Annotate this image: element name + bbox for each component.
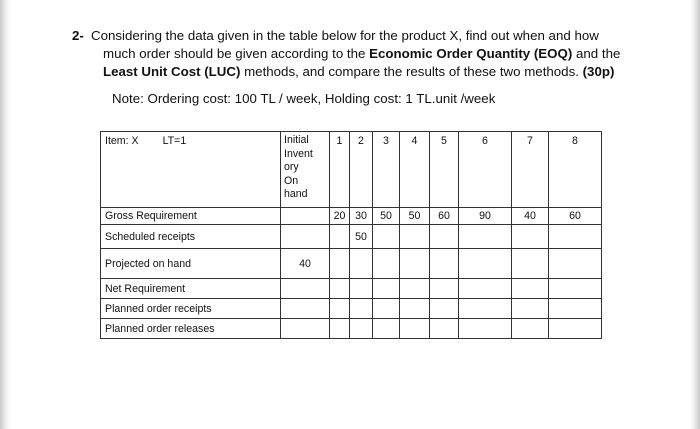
period-cell xyxy=(430,225,459,249)
initial-cell: 40 xyxy=(281,249,330,279)
period-cell: 60 xyxy=(430,208,459,225)
page-edge-left xyxy=(0,0,10,429)
period-cell xyxy=(459,225,512,249)
table-row xyxy=(101,249,602,279)
table-row xyxy=(101,279,602,299)
row-label: Gross Requirement xyxy=(101,208,281,225)
question-line-3 xyxy=(103,63,614,82)
period-cell xyxy=(430,249,459,279)
period-cell xyxy=(549,249,602,279)
period-cell xyxy=(459,249,512,279)
period-cell xyxy=(512,319,549,339)
question-line-2-text: much order should be given according to the xyxy=(103,46,370,61)
period-cell xyxy=(330,319,350,339)
question-line-2-end: and the xyxy=(572,46,621,61)
period-cell xyxy=(400,279,430,299)
period-cell xyxy=(350,249,373,279)
period-cell: 30 xyxy=(350,208,373,225)
period-cell xyxy=(512,279,549,299)
eoq-term: Economic Order Quantity (EOQ) xyxy=(369,46,573,61)
question-number: 2- xyxy=(72,28,84,43)
item-label: Item: X xyxy=(105,135,139,147)
initial-cell xyxy=(281,208,330,225)
row-label: Planned order receipts xyxy=(101,299,281,319)
initial-line: hand xyxy=(284,188,308,200)
page-edge-right xyxy=(690,0,700,429)
period-header: 4 xyxy=(400,132,430,208)
period-cell xyxy=(330,249,350,279)
period-cell xyxy=(430,319,459,339)
initial-line: ory xyxy=(284,161,299,173)
period-cell: 40 xyxy=(512,208,549,225)
period-cell xyxy=(512,249,549,279)
period-cell xyxy=(430,299,459,319)
period-header: 8 xyxy=(549,132,602,208)
period-cell xyxy=(330,279,350,299)
period-cell xyxy=(330,299,350,319)
initial-line: Invent xyxy=(284,147,313,160)
question-line-2 xyxy=(103,45,620,64)
question-line-1: Considering the data given in the table below for the product X, find out when and how xyxy=(91,28,599,43)
period-header: 6 xyxy=(459,132,512,208)
initial-cell xyxy=(281,279,330,299)
period-cell xyxy=(459,299,512,319)
period-cell xyxy=(330,225,350,249)
initial-cell xyxy=(281,319,330,339)
mrp-table xyxy=(100,131,602,339)
period-cell xyxy=(373,299,400,319)
row-label: Net Requirement xyxy=(101,279,281,299)
period-cell xyxy=(373,319,400,339)
luc-term: Least Unit Cost (LUC) xyxy=(103,64,241,79)
initial-line: On xyxy=(284,174,299,187)
period-cell: 50 xyxy=(350,225,373,249)
period-cell xyxy=(400,319,430,339)
table-row xyxy=(101,225,602,249)
table-row xyxy=(101,299,602,319)
table-row xyxy=(101,319,602,339)
header-row xyxy=(101,132,602,208)
period-cell xyxy=(459,279,512,299)
period-cell xyxy=(373,249,400,279)
period-cell xyxy=(373,279,400,299)
initial-inventory-header xyxy=(281,132,330,208)
period-cell: 60 xyxy=(549,208,602,225)
period-cell xyxy=(549,299,602,319)
period-cell xyxy=(350,279,373,299)
period-header: 1 xyxy=(330,132,350,208)
period-cell xyxy=(549,279,602,299)
period-cell xyxy=(512,299,549,319)
row-label: Planned order releases xyxy=(101,319,281,339)
points-label: (30p) xyxy=(582,64,615,79)
period-cell xyxy=(549,319,602,339)
period-cell: 20 xyxy=(330,208,350,225)
period-cell xyxy=(400,249,430,279)
lead-time-label: LT=1 xyxy=(162,135,187,147)
period-header: 2 xyxy=(350,132,373,208)
period-header: 3 xyxy=(373,132,400,208)
period-header: 5 xyxy=(430,132,459,208)
period-cell xyxy=(350,319,373,339)
period-header: 7 xyxy=(512,132,549,208)
period-cell xyxy=(430,279,459,299)
period-cell xyxy=(459,319,512,339)
period-cell xyxy=(373,225,400,249)
item-header-cell xyxy=(101,132,281,208)
row-label: Scheduled receipts xyxy=(101,225,281,249)
period-cell: 50 xyxy=(373,208,400,225)
row-label: Projected on hand xyxy=(101,249,281,279)
period-cell: 50 xyxy=(400,208,430,225)
period-cell xyxy=(400,225,430,249)
period-cell xyxy=(549,225,602,249)
period-cell xyxy=(350,299,373,319)
table-row xyxy=(101,208,602,225)
initial-line: Initial xyxy=(284,134,309,146)
initial-cell xyxy=(281,225,330,249)
period-cell: 90 xyxy=(459,208,512,225)
question-line-3-text: methods, and compare the results of these two methods. xyxy=(240,64,583,79)
initial-cell xyxy=(281,299,330,319)
note-text: Note: Ordering cost: 100 TL / week, Holding cost: 1 TL.unit /week xyxy=(112,91,496,106)
period-cell xyxy=(512,225,549,249)
period-cell xyxy=(400,299,430,319)
